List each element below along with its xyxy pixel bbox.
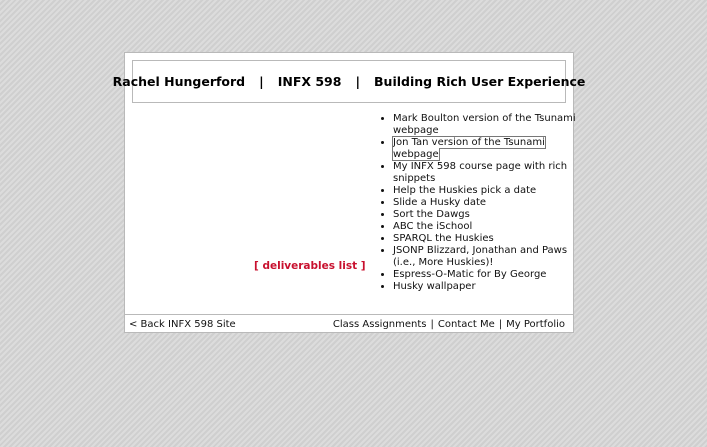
deliverables-list-link[interactable]: [ deliverables list ] [254,260,366,272]
list-item [393,281,589,293]
author-name: Rachel Hungerford [112,74,246,89]
footer-separator: | [498,319,503,330]
my-portfolio-link[interactable]: My Portfolio [506,319,565,330]
class-assignments-link[interactable]: Class Assignments [332,319,427,330]
footer-nav [333,316,565,334]
course-code: INFX 598 [277,74,342,89]
project-link[interactable]: Mark Boulton version of the Tsunami webpage [393,113,576,136]
project-link[interactable]: Jon Tan version of the Tsunami webpage [393,137,545,160]
header-separator: | [355,74,361,89]
project-link[interactable]: JSONP Blizzard, Jonathan and Paws (i.e., More Huskies)! [393,245,568,268]
list-item [393,269,589,281]
project-list [377,113,589,293]
project-link[interactable]: ABC the iSchool [393,221,473,232]
list-item [393,233,589,245]
project-link[interactable]: My INFX 598 course page with rich snippets [393,161,568,184]
project-link[interactable]: Help the Huskies pick a date [393,185,537,196]
list-item [393,197,589,209]
list-item [393,221,589,233]
list-item [393,161,589,185]
content-card [112,52,586,333]
project-link[interactable]: Slide a Husky date [393,197,487,208]
back-to-site-link[interactable]: < Back INFX 598 Site [129,319,236,330]
list-item [393,245,589,269]
project-link[interactable]: SPARQL the Huskies [393,233,494,244]
project-link[interactable]: Husky wallpaper [393,281,476,292]
footer-separator: | [430,319,434,330]
project-link[interactable]: Sort the Dawgs [393,209,470,220]
course-subject: Building Rich User Experience [374,74,586,89]
page-footer [125,314,573,332]
page-header [112,60,586,103]
list-item [393,137,589,161]
project-link[interactable]: Espress-O-Matic for By George [393,269,547,280]
list-item [393,209,589,221]
contact-me-link[interactable]: Contact Me [437,319,495,330]
header-separator: | [259,74,264,89]
list-item [393,185,589,197]
list-item [393,113,589,137]
